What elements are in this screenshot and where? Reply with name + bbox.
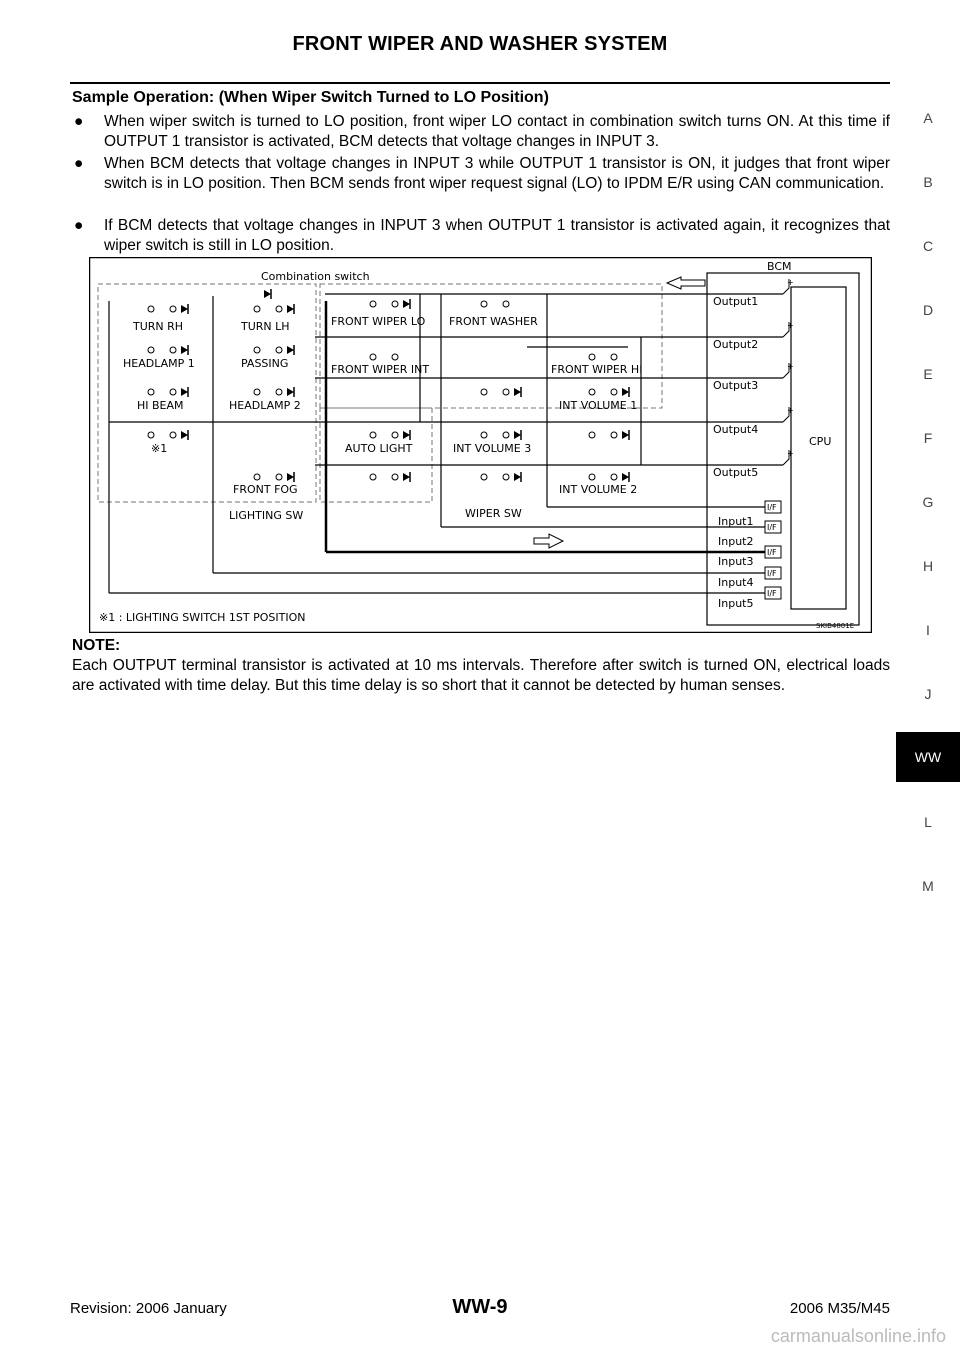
note-body: Each OUTPUT terminal transistor is activated at 10 ms intervals. Therefore after switch is turned ON, electrical loads are activated with time delay. But this time delay is so short that it cannot be detected by human senses. xyxy=(72,657,890,694)
tab-h[interactable]: H xyxy=(922,558,934,574)
footer-model: 2006 M35/M45 xyxy=(789,1300,890,1317)
cpu-label: CPU xyxy=(809,435,832,448)
tab-m[interactable]: M xyxy=(922,878,934,894)
auto-light-label: AUTO LIGHT xyxy=(345,442,413,455)
bullet-icon: ● xyxy=(74,113,84,130)
bullet-item xyxy=(74,154,890,194)
hi-beam-label: HI BEAM xyxy=(137,399,184,412)
bullet-icon: ● xyxy=(74,217,84,234)
bcm-label: BCM xyxy=(767,260,792,273)
headlamp1-label: HEADLAMP 1 xyxy=(123,357,195,370)
header-rule xyxy=(70,82,890,84)
note-mark-label: ※1 xyxy=(151,442,168,455)
bullet-text: If BCM detects that voltage changes in INPUT 3 when OUTPUT 1 transistor is activated again, it recognizes that wiper switch is still in LO position. xyxy=(104,217,890,254)
bullet-icon: ● xyxy=(74,155,84,172)
page-header-title: FRONT WIPER AND WASHER SYSTEM xyxy=(292,33,668,55)
passing-label: PASSING xyxy=(241,357,289,370)
input3-label: Input3 xyxy=(718,555,754,568)
plus-label: + xyxy=(787,362,794,371)
bullet-item xyxy=(74,112,890,152)
int-volume3-label: INT VOLUME 3 xyxy=(453,442,532,455)
input4-label: Input4 xyxy=(718,576,754,589)
output4-label: Output4 xyxy=(713,423,759,436)
lighting-sw-label: LIGHTING SW xyxy=(229,509,304,522)
tab-f[interactable]: F xyxy=(923,430,933,446)
tab-ww-active[interactable]: WW xyxy=(896,732,960,782)
turn-rh-label: TURN RH xyxy=(133,320,184,333)
section-index-tabs xyxy=(896,0,960,1358)
tab-c[interactable]: C xyxy=(922,238,934,254)
int-volume2-label: INT VOLUME 2 xyxy=(559,483,638,496)
turn-lh-label: TURN LH xyxy=(241,320,290,333)
bullet-item xyxy=(74,216,890,256)
if-label: I/F xyxy=(767,503,777,512)
front-washer-label: FRONT WASHER xyxy=(449,315,538,328)
if-label: I/F xyxy=(767,523,777,532)
front-wiper-int-label: FRONT WIPER INT xyxy=(331,363,430,376)
bullet-text: When BCM detects that voltage changes in INPUT 3 while OUTPUT 1 transistor is ON, it judges that front wiper switch is in LO position. Then BCM sends front wiper request signal (LO) to IPDM E/R using CAN communication. xyxy=(104,155,890,192)
input1-label: Input1 xyxy=(718,515,754,528)
plus-label: + xyxy=(787,278,794,287)
note-heading: NOTE: xyxy=(72,637,121,654)
front-wiper-lo-label: FRONT WIPER LO xyxy=(331,315,426,328)
tab-l[interactable]: L xyxy=(924,814,932,830)
output1-label: Output1 xyxy=(713,295,759,308)
plus-label: + xyxy=(787,321,794,330)
tab-j[interactable]: J xyxy=(924,686,932,702)
footer-page-number: WW-9 xyxy=(452,1296,508,1318)
plus-label: + xyxy=(787,406,794,415)
tab-b[interactable]: B xyxy=(923,174,933,190)
int-volume1-label: INT VOLUME 1 xyxy=(559,399,638,412)
tab-a[interactable]: A xyxy=(923,110,933,126)
input2-label: Input2 xyxy=(718,535,754,548)
combination-switch-label: Combination switch xyxy=(261,270,370,283)
headlamp2-label: HEADLAMP 2 xyxy=(229,399,301,412)
circuit-diagram xyxy=(89,257,872,633)
section-title: Sample Operation: (When Wiper Switch Turned to LO Position) xyxy=(72,89,549,106)
if-label: I/F xyxy=(767,589,777,598)
plus-label: + xyxy=(787,449,794,458)
watermark: carmanualsonline.info xyxy=(770,1326,946,1346)
output2-label: Output2 xyxy=(713,338,759,351)
tab-i[interactable]: I xyxy=(926,622,930,638)
tab-d[interactable]: D xyxy=(922,302,934,318)
output3-label: Output3 xyxy=(713,379,759,392)
input5-label: Input5 xyxy=(718,597,754,610)
footer-revision: Revision: 2006 January xyxy=(70,1300,227,1317)
front-fog-label: FRONT FOG xyxy=(233,483,298,496)
output5-label: Output5 xyxy=(713,466,759,479)
tab-g[interactable]: G xyxy=(922,494,934,510)
tab-e[interactable]: E xyxy=(923,366,933,382)
bullet-text: When wiper switch is turned to LO position, front wiper LO contact in combination switch turns ON. At this time if OUTPUT 1 transistor is activated, BCM detects that voltage changes in INPUT 3. xyxy=(104,113,890,150)
diagram-footnote: ※1 : LIGHTING SWITCH 1ST POSITION xyxy=(99,611,306,624)
diagram-code: SKIB4801E xyxy=(816,622,855,630)
front-wiper-hi-label: FRONT WIPER HI xyxy=(551,363,643,376)
if-label: I/F xyxy=(767,548,777,557)
if-label: I/F xyxy=(767,569,777,578)
wiper-sw-label: WIPER SW xyxy=(465,507,522,520)
